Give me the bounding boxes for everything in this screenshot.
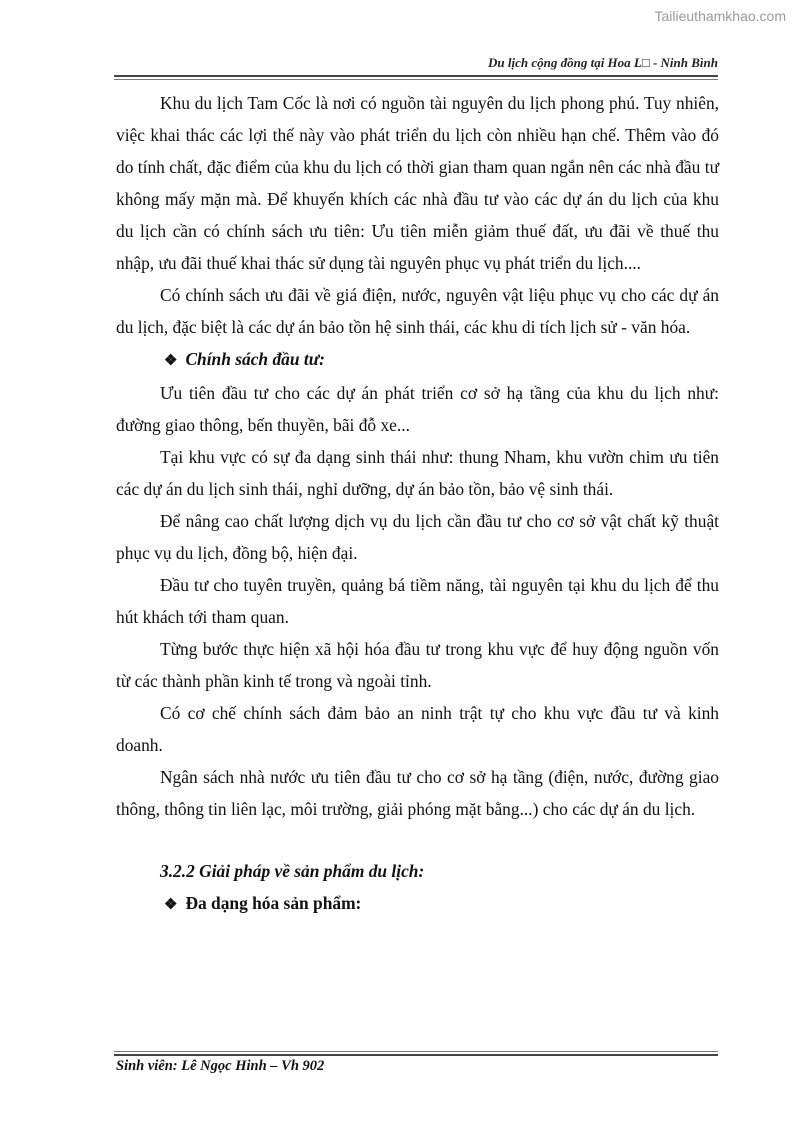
paragraph: Tại khu vực có sự đa dạng sinh thái như: thung Nham, khu vườn chim ưu tiên các dự án du lịch sinh thái, nghỉ dưỡng, dự án bảo tồn, bảo vệ sinh thái.: [116, 447, 719, 499]
footer-divider: [114, 1051, 718, 1056]
spacer: [116, 825, 719, 855]
diamond-bullet-icon: ❖: [164, 353, 178, 369]
page-header-title: Du lịch cộng đồng tại Hoa L□ - Ninh Bình: [488, 55, 718, 70]
heading-text: Chính sách đầu tư:: [185, 349, 325, 369]
paragraph: Có cơ chế chính sách đảm bảo an ninh trật tự cho khu vực đầu tư và kinh doanh.: [116, 703, 719, 755]
page-footer-author: Sinh viên: Lê Ngọc Hinh – Vh 902: [116, 1058, 325, 1074]
paragraph: Từng bước thực hiện xã hội hóa đầu tư trong khu vực để huy động nguồn vốn từ các thành phần kinh tế trong và ngoài tỉnh.: [116, 639, 719, 691]
section-heading-investment: [116, 343, 719, 377]
paragraph: Có chính sách ưu đãi về giá điện, nước, nguyên vật liệu phục vụ cho các dự án du lịch, đặc biệt là các dự án bảo tồn hệ sinh thái, các khu di tích lịch sử - văn hóa.: [116, 285, 719, 337]
section-heading-322: 3.2.2 Giải pháp về sản phẩm du lịch:: [160, 861, 425, 881]
paragraph: Để nâng cao chất lượng dịch vụ du lịch cần đầu tư cho cơ sở vật chất kỹ thuật phục vụ du lịch, đồng bộ, hiện đại.: [116, 511, 719, 563]
document-body: [116, 87, 719, 921]
diamond-bullet-icon: ❖: [164, 897, 178, 913]
watermark: Tailieuthamkhao.com: [654, 8, 786, 24]
paragraph: Đầu tư cho tuyên truyền, quảng bá tiềm năng, tài nguyên tại khu du lịch để thu hút khách tới tham quan.: [116, 575, 719, 627]
heading-text: Đa dạng hóa sản phẩm:: [185, 893, 362, 913]
paragraph: Khu du lịch Tam Cốc là nơi có nguồn tài nguyên du lịch phong phú. Tuy nhiên, việc khai thác các lợi thế này vào phát triển du lịch còn nhiều hạn chế. Thêm vào đó do tính chất, đặc điểm của khu du lịch có thời gian tham quan ngắn nên các nhà đầu tư không mấy mặn mà. Để khuyến khích các nhà đầu tư vào các dự án du lịch của khu du lịch cần có chính sách ưu tiên: Ưu tiên miễn giảm thuế đất, ưu đãi về thuế thu nhập, ưu đãi thuế khai thác sử dụng tài nguyên phục vụ phát triển du lịch....: [116, 93, 719, 273]
paragraph: Ngân sách nhà nước ưu tiên đầu tư cho cơ sở hạ tầng (điện, nước, đường giao thông, thông tin liên lạc, môi trường, giải phóng mặt bằng...) cho các dự án du lịch.: [116, 767, 719, 819]
header-divider: [114, 75, 718, 80]
section-heading-diversify: [116, 887, 719, 921]
paragraph: Ưu tiên đầu tư cho các dự án phát triển cơ sở hạ tầng của khu du lịch như: đường giao thông, bến thuyền, bãi đỗ xe...: [116, 383, 719, 435]
